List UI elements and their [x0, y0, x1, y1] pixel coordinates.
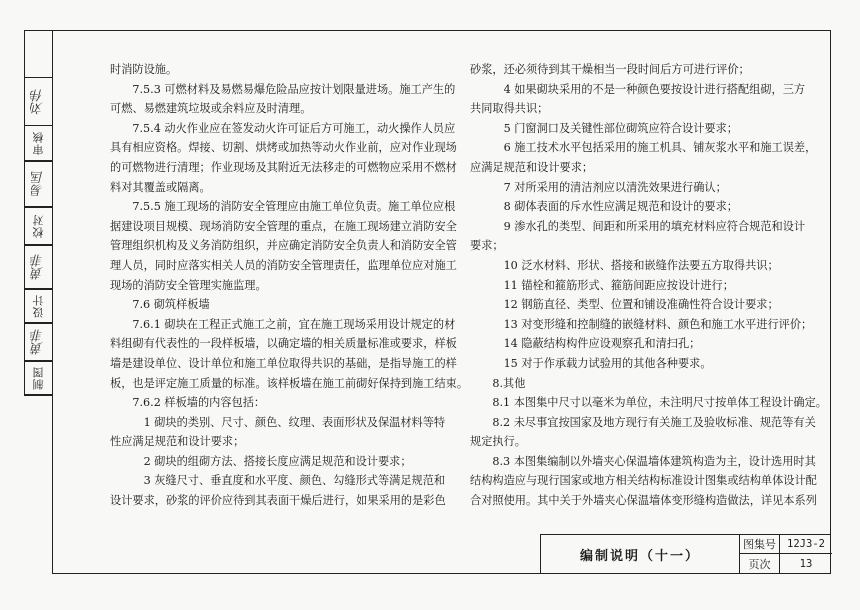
text-line: 应满足规范和设计要求； [470, 160, 594, 174]
signature: 黄菲 [31, 329, 46, 355]
text-line: 7 对所采用的清洁剂应以清洗效果进行确认； [470, 180, 727, 194]
text-line: 规定执行。 [470, 435, 526, 449]
text-line: 板，也是评定施工质量的标准。该样板墙在施工前砌好保持到施工结束。 [110, 376, 469, 390]
text-line: 料组砌有代表性的一段样板墙，以确定墙的相关质量标准或要求，样板 [110, 337, 457, 351]
text-line: 7.5.5 施工现场的消防安全管理应由施工单位负责。施工单位应根 [110, 200, 456, 214]
text-line: 7.6.1 砌块在工程正式施工之前，宜在施工现场采用设计规定的材 [110, 317, 456, 331]
text-line: 理人员，同时应落实相关人员的消防安全管理责任，监理单位应对施工 [110, 258, 457, 272]
strip-label: 制图 [31, 366, 45, 390]
text-line: 8.3 本图集编制以外墙夹心保温墙体建筑构造为主，设计选用时其 [470, 454, 816, 468]
text-line: 3 灰缝尺寸、垂直度和水平度、颜色、勾缝形式等满足规范和 [110, 474, 446, 488]
right-text-column [470, 60, 827, 511]
sheet-title: 编制说明（十一） [541, 535, 740, 573]
text-line: 4 如果砌块采用的不是一种颜色要按设计进行搭配组砌，三方 [470, 82, 806, 96]
text-line: 12 钢筋直径、类型、位置和铺设准确性符合设计要求； [470, 298, 779, 312]
strip-label: 设计 [31, 294, 45, 318]
text-line: 15 对于作承载力试验用的其他各种要求。 [470, 356, 712, 370]
text-line: 7.5.3 可燃材料及易燃易爆危险品应按计划限量进场。施工产生的 [110, 82, 456, 96]
text-line: 据建设项目规模、现场消防安全管理的重点，在施工现场建立消防安全 [110, 219, 457, 233]
strip-cell [25, 77, 52, 125]
text-line: 砂浆，还必须待到其干燥相当一段时间后方可进行评价； [470, 63, 750, 76]
text-line: 5 门窗洞口及关键性部位砌筑应符合设计要求； [470, 121, 738, 135]
text-line: 墙是建设单位、设计单位和施工单位取得共识的基础，是指导施工的样 [110, 356, 457, 370]
text-line: 8.1 本图集中尺寸以毫米为单位，未注明尺寸按单体工程设计确定。 [470, 396, 827, 410]
signature-strip [24, 30, 52, 396]
text-line: 14 隐蔽结构构件应设观察孔和清扫孔； [470, 337, 701, 351]
text-line: 合对照使用。其中关于外墙夹心保温墙体变形缝构造做法，详见本系列 [470, 494, 817, 508]
text-line: 7.6 砌筑样板墙 [110, 298, 210, 312]
text-line: 8 砌体表面的斥水性应满足规范和设计的要求； [470, 200, 738, 214]
text-line: 结构构造应与现行国家或地方相关结构标准设计图集或结构单体设计配 [470, 474, 817, 488]
text-line: 设计要求，砂浆的评价应待到其表面干燥后进行，如果采用的是彩色 [110, 494, 446, 508]
strip-label: 审核 [31, 131, 45, 155]
strip-cell [25, 323, 52, 361]
text-line: 9 渗水孔的类型、间距和所采用的填充材料应符合规范和设计 [470, 219, 806, 233]
text-line: 料对其覆盖或隔离。 [110, 180, 211, 194]
text-line: 13 对变形缝和控制缝的嵌缝材料、颜色和施工水平进行评价； [470, 317, 813, 331]
strip-cell [25, 289, 52, 323]
atlas-number-label: 图集号 [740, 535, 780, 554]
strip-cell [25, 207, 52, 245]
page-number-label: 页次 [740, 554, 780, 573]
text-line: 的可燃物进行清理；作业现场及其附近无法移走的可燃物应采用不燃材 [110, 160, 457, 174]
atlas-number-value: 12J3-2 [780, 535, 832, 554]
signature: 易国 [31, 171, 46, 197]
text-line: 共同取得共识； [470, 102, 549, 116]
text-line: 2 砌块的组砌方法、搭接长度应满足规范和设计要求； [110, 454, 412, 468]
text-line: 1 砌块的类别、尺寸、颜色、纹理、表面形状及保温材料等特 [110, 415, 446, 429]
text-line: 管理组织机构及义务消防组织，并应确定消防安全负责人和消防安全管 [110, 239, 457, 253]
text-line: 要求； [470, 239, 504, 253]
text-line: 7.5.4 动火作业应在签发动火许可证后方可施工，动火操作人员应 [110, 121, 456, 135]
title-block [540, 534, 831, 574]
text-line: 11 锚栓和箍筋形式、箍筋间距应按设计进行； [470, 278, 734, 292]
signature: 黄菲 [31, 254, 46, 280]
strip-cell [25, 361, 52, 395]
signature: 刘伟 [31, 88, 46, 115]
text-line: 性应满足规范和设计要求； [110, 435, 245, 449]
strip-cell [25, 125, 52, 161]
strip-cell [25, 161, 52, 207]
text-line: 7.6.2 样板墙的内容包括： [110, 396, 266, 410]
text-line: 8.2 未尽事宜按国家及地方现行有关施工及验收标准、规范等有关 [470, 415, 816, 429]
strip-label: 校对 [31, 214, 45, 238]
text-line: 时消防设施。 [110, 63, 178, 76]
text-line: 具有相应资格。焊接、切割、烘烤或加热等动火作业前，应对作业现场 [110, 141, 457, 155]
text-line: 可燃、易燃建筑垃圾或余料应及时清理。 [110, 102, 312, 116]
text-line: 现场的消防安全管理实施监理。 [110, 278, 267, 292]
text-line: 6 施工技术水平包括采用的施工机具、铺灰浆水平和施工误差， [470, 141, 817, 155]
left-text-column [110, 60, 469, 511]
strip-cell [25, 245, 52, 289]
text-line: 10 泛水材料、形状、搭接和嵌缝作法要五方取得共识； [470, 258, 779, 272]
text-line: 8.其他 [470, 376, 526, 390]
page-number-value: 13 [799, 557, 813, 570]
